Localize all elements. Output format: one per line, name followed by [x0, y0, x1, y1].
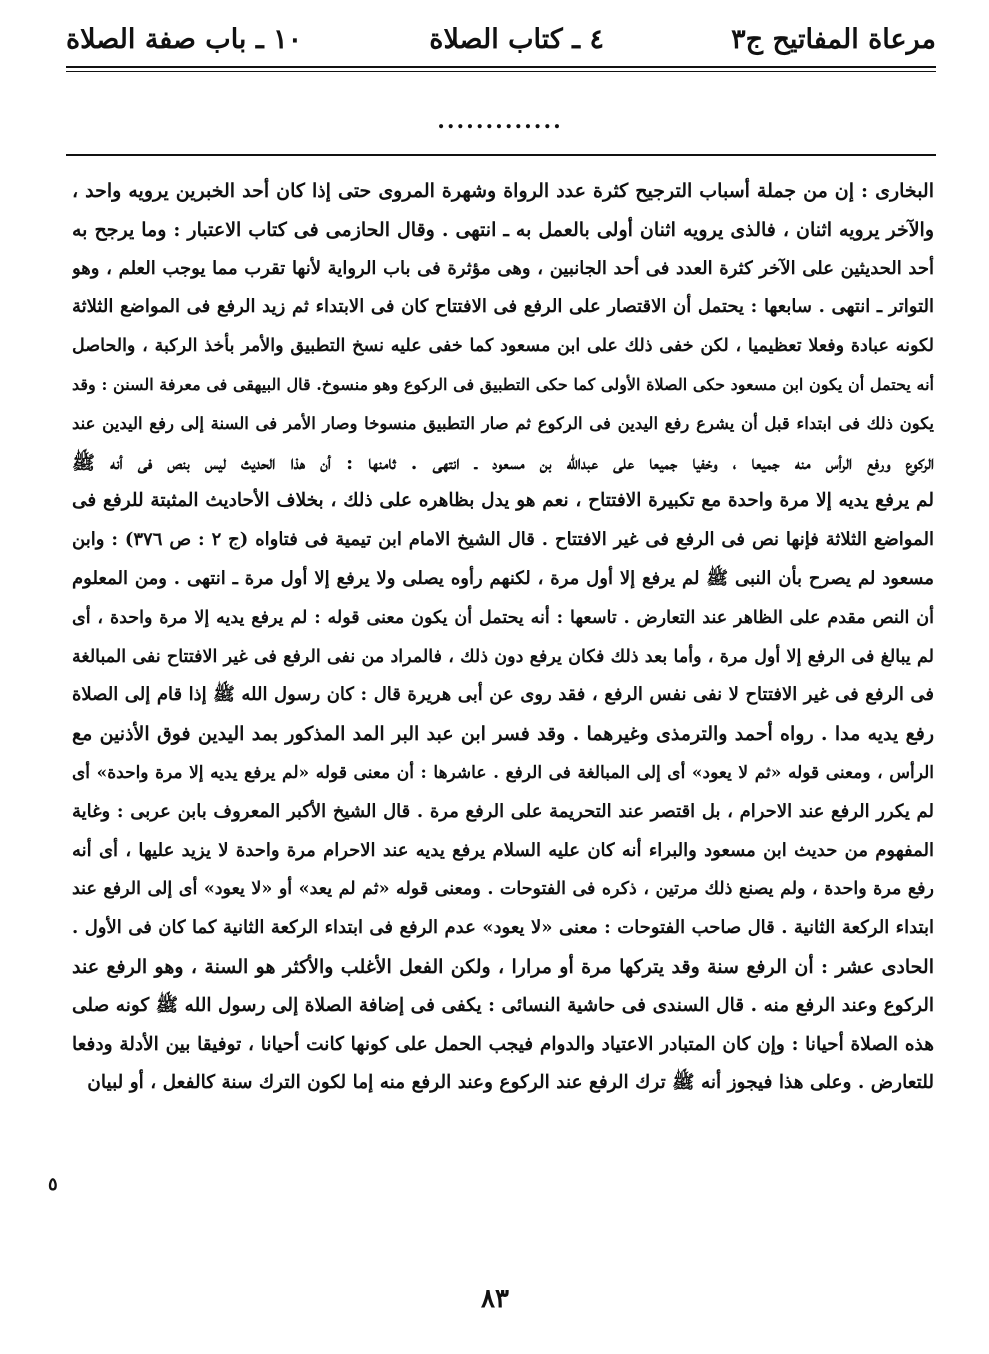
text-line: لم يبالغ فى الرفع إلا أول مرة ، وأما بعد ذلك فكان يرفع دون ذلك ، فالمراد من نفى الرفع فى غير الافتتاح نفى المبالغة — [72, 646, 934, 667]
text-line: لكونه عبادة وفعلا تعظيميا ، لكن خفى ذلك على ابن مسعود كما خفى عليه نسخ التطبيق والأمر بأخذ الركبة ، والحاصل — [72, 336, 934, 357]
text-line: رفع يديه مدا . رواه أحمد والترمذى وغيرهما . وقد فسر ابن عبد البر المد المذكور بمد اليدين فوق الأذنين مع — [72, 723, 934, 746]
text-line: الركوع وعند الرفع منه . قال السندى فى حاشية النسائى : يكفى فى إضافة الصلاة إلى رسول الله ﷺ كونه صلى — [72, 994, 934, 1016]
text-line: رفع مرة واحدة ، ولم يصنع ذلك مرتين ، ذكره فى الفتوحات . ومعنى قوله «ثم لم يعد» أو «لا يعود» أى إلى الرفع عند — [72, 879, 934, 900]
text-line: الحادى عشر : أن الرفع سنة وقد يتركها مرة أو مرارا ، ولكن الفعل الأغلب والأكثر هو السنة ، وهو الرفع عند — [72, 955, 934, 978]
header-section: ١٠ ـ باب صفة الصلاة — [66, 23, 303, 55]
header-rule — [66, 66, 936, 68]
header-chapter: ٤ ـ كتاب الصلاة — [429, 23, 604, 55]
footnote-rule — [66, 154, 936, 156]
margin-mark: ٥ — [48, 1174, 58, 1195]
text-line: البخارى : إن من جملة أسباب الترجيح كثرة عدد الرواة وشهرة المروى حتى إذا كان أحد الخبرين يرويه واحد ، — [72, 180, 934, 202]
text-line: للتعارض . وعلى هذا فيجوز أنه ﷺ ترك الرفع عند الركوع وعند الرفع منه إما لكون الترك سنة كالفعل ، أو لبيان — [87, 1072, 934, 1094]
text-line: لم يرفع يديه إلا مرة واحدة مع تكبيرة الافتتاح ، نعم هو يدل بظاهره على ذلك ، بخلاف الأحاديث المثبتة للرفع فى — [72, 490, 934, 512]
header-rule-thin — [66, 71, 936, 72]
page-number: ٨٣ — [481, 1284, 509, 1314]
text-line: التواتر ـ انتهى . سابعها : يحتمل أن الاقتصار على الرفع فى الافتتاح كان فى الابتداء ثم زيد الرفع فى المواضع الثلاثة — [72, 296, 934, 318]
header-book-title: مرعاة المفاتيح ج٣ — [731, 23, 936, 55]
text-line: الركوع ورفع الرأس منه جميعا ، وخفيا جميعا على عبدالله بن مسعود ـ انتهى . ثامنها : أن هذا الحديث ليس بنص فى أنه ﷺ — [72, 451, 934, 474]
text-line: المواضع الثلاثة فإنها نص فى الرفع فى غير الافتتاح . قال الشيخ الامام ابن تيمية فى فتاواه (ج ٢ : ص ٣٧٦) : وابن — [72, 529, 934, 551]
text-line: أنه يحتمل أن يكون ابن مسعود حكى الصلاة الأولى كما حكى التطبيق فى الركوع وهو منسوخ. قال البيهقى فى معرفة السنن : وقد — [72, 374, 934, 394]
running-header — [66, 14, 936, 64]
text-line: والآخر يرويه اثنان ، فالذى يرويه اثنان أولى بالعمل به ـ انتهى . وقال الحازمى فى كتاب الاعتبار : وما يرجح به — [72, 218, 934, 241]
text-line: ابتداء الركعة الثانية . قال صاحب الفتوحات : معنى «لا يعود» عدم الرفع فى ابتداء الركعة الثانية كما كان فى الأول . — [72, 917, 934, 939]
text-line: أحد الحديثين على الآخر كثرة العدد فى أحد الجانبين ، وهى مؤثرة فى باب الرواية لأنها تقرب مما يوجب العلم ، وهو — [72, 257, 934, 279]
text-line: يكون ذلك فى ابتداء قبل أن يشرع رفع اليدين فى الركوع ثم صار التطبيق منسوخا وصار الأمر فى السنة إلى رفع اليدين عند — [72, 413, 934, 433]
commentary-text — [72, 172, 934, 1103]
text-line: مسعود لم يصرح بأن النبى ﷺ لم يرفع إلا أول مرة ، لكنهم رأوه يصلى ولا يرفع إلا أول مرة ـ انتهى . ومن المعلوم — [72, 567, 934, 589]
text-line: المفهوم من حديث ابن مسعود والبراء أنه كان عليه السلام يرفع يديه عند الاحرام مرة واحدة لا يزيد عليها ، أى أنه — [72, 839, 934, 861]
text-line: فى الرفع فى غير الافتتاح لا نفى نفس الرفع ، فقد روى عن أبى هريرة قال : كان رسول الله ﷺ إذا قام إلى الصلاة — [72, 684, 934, 706]
text-line: الرأس ، ومعنى قوله «ثم لا يعود» أى إلى المبالغة فى الرفع . عاشرها : أن معنى قوله «لم يرفع يديه إلا مرة واحدة» أى — [72, 762, 934, 783]
text-line: هذه الصلاة أحيانا : وإن كان المتبادر الاعتياد والدوام فيجب الحمل على كونها كانت أحيانا ، توفيقا بين الأدلة ودفعا — [72, 1033, 934, 1055]
section-separator: ............. — [437, 108, 563, 134]
text-line: أن النص مقدم على الظاهر عند التعارض . تاسعها : أنه يحتمل أن يكون معنى قوله : لم يرفع يديه إلا مرة واحدة ، أى — [72, 607, 934, 628]
text-line: لم يكرر الرفع عند الاحرام ، بل اقتصر عند التحريمة على الرفع مرة . قال الشيخ الأكبر المعروف بابن عربى : وغاية — [72, 800, 934, 822]
